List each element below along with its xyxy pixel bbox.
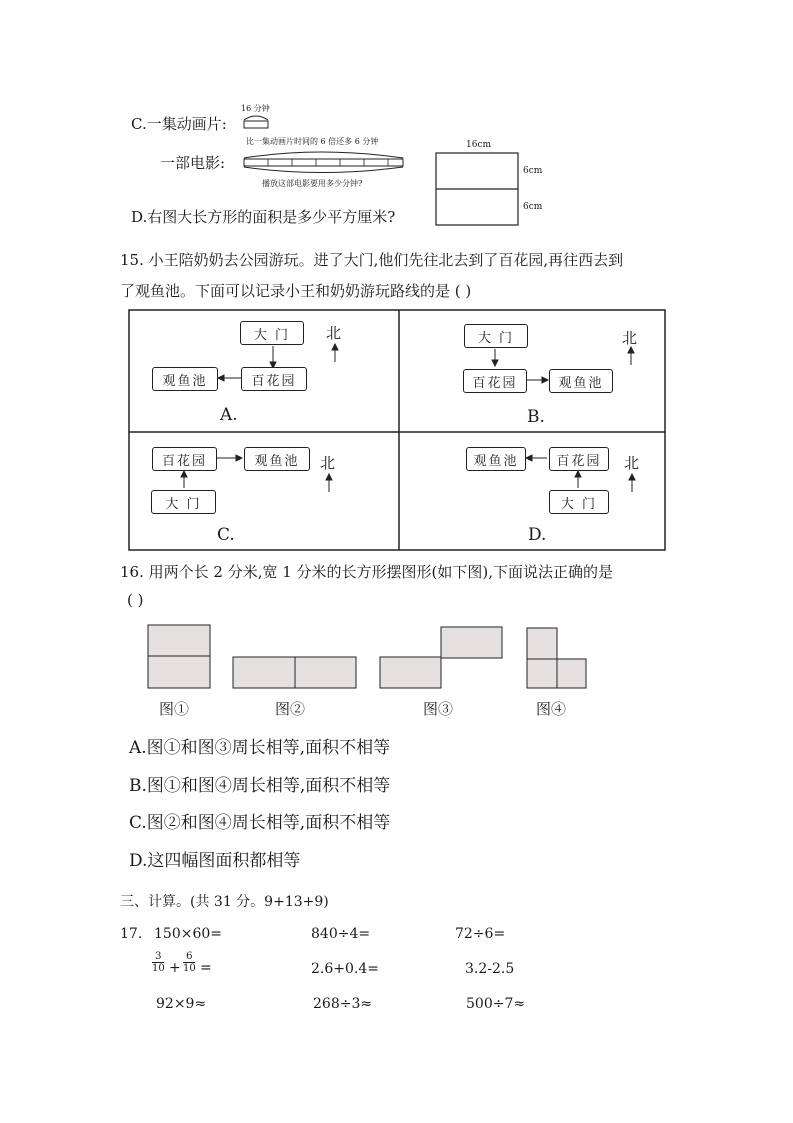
q16-line2: ( ) — [127, 591, 144, 609]
q16-option-a: A.图①和图③周长相等,面积不相等 — [129, 738, 391, 758]
movie-question: 播放这部电影要用多少分钟? — [262, 179, 363, 188]
fig3-lower-rect — [380, 657, 441, 688]
fig1-bottom-rect — [148, 656, 210, 688]
c-option-label: C. — [217, 525, 235, 545]
fraction-b-denominator: 10 — [183, 963, 196, 974]
fig1-label: 图① — [159, 700, 190, 718]
movie-brace-text: 比一集动画片时间的 6 倍还多 6 分钟 — [246, 137, 379, 146]
a-north-label: 北 — [326, 324, 342, 342]
calc-1: 150×60= — [154, 926, 222, 942]
option-c-label: C.一集动画片: — [131, 115, 227, 133]
calc-9: 500÷7≈ — [466, 996, 526, 1012]
calc-2: 840÷4= — [311, 926, 371, 942]
fraction-b-numerator: 6 — [186, 951, 193, 962]
calc-8: 268÷3≈ — [313, 996, 373, 1012]
fraction-a-denominator: 10 — [152, 963, 165, 974]
option-d-text: D.右图大长方形的面积是多少平方厘米? — [131, 208, 396, 226]
fig4-vertical-rect — [527, 628, 557, 688]
d-option-label: D. — [528, 525, 547, 545]
rect-height-top-label: 6cm — [523, 166, 543, 176]
calc-6: 3.2-2.5 — [465, 961, 515, 977]
rect-width-label: 16cm — [466, 140, 492, 150]
c-north-label: 北 — [320, 454, 336, 472]
b-gate-label: 大 门 — [477, 330, 515, 346]
cartoon-minutes: 16 分钟 — [241, 104, 270, 113]
fig2-right-rect — [295, 657, 356, 688]
fig4-horizontal-rect-right — [557, 659, 586, 688]
c-pond-label: 观鱼池 — [254, 453, 300, 469]
fraction-a-numerator: 3 — [155, 951, 162, 962]
q16-option-c: C.图②和图④周长相等,面积不相等 — [129, 813, 391, 833]
calc-3: 72÷6= — [455, 926, 506, 942]
q15-line1: 15. 小王陪奶奶去公园游玩。进了大门,他们先往北去到了百花园,再往西去到 — [120, 251, 624, 269]
a-pond-label: 观鱼池 — [162, 373, 208, 389]
rect-height-bottom-label: 6cm — [523, 202, 543, 212]
d-north-label: 北 — [624, 454, 640, 472]
fig1-top-rect — [148, 625, 210, 656]
d-gate-label: 大 门 — [560, 496, 598, 512]
c-gate-label: 大 门 — [165, 496, 202, 512]
fraction-plus: + — [169, 960, 181, 976]
section3-title: 三、计算。(共 31 分。9+13+9) — [120, 894, 329, 910]
a-option-label: A. — [220, 405, 238, 425]
movie-label: 一部电影: — [160, 154, 226, 172]
d-pond-label: 观鱼池 — [473, 453, 519, 469]
q16-option-d: D.这四幅图面积都相等 — [129, 851, 301, 871]
calc-5: 2.6+0.4= — [311, 961, 379, 977]
fig2-left-rect — [233, 657, 295, 688]
b-garden-label: 百花园 — [472, 375, 518, 391]
q16-option-b: B.图①和图④周长相等,面积不相等 — [129, 776, 391, 796]
fig2-label: 图② — [275, 700, 306, 718]
c-garden-label: 百花园 — [161, 453, 207, 469]
b-pond-label: 观鱼池 — [558, 375, 604, 391]
a-gate-label: 大 门 — [253, 327, 291, 343]
fraction-equals: = — [200, 960, 212, 976]
fraction-a — [152, 951, 165, 974]
b-north-label: 北 — [622, 329, 638, 347]
fig3-upper-rect — [441, 627, 502, 658]
b-option-label: B. — [527, 407, 545, 427]
fig3-label: 图③ — [423, 700, 454, 718]
calc-7: 92×9≈ — [156, 996, 207, 1012]
fraction-b — [183, 951, 196, 974]
q15-line2: 了观鱼池。下面可以记录小王和奶奶游玩路线的是 ( ) — [120, 282, 472, 300]
q16-line1: 16. 用两个长 2 分米,宽 1 分米的长方形摆图形(如下图),下面说法正确的是 — [120, 563, 614, 581]
d-garden-label: 百花园 — [556, 453, 602, 469]
fig4-label: 图④ — [536, 700, 567, 718]
q17-label: 17. — [120, 926, 143, 942]
a-garden-label: 百花园 — [251, 373, 297, 389]
